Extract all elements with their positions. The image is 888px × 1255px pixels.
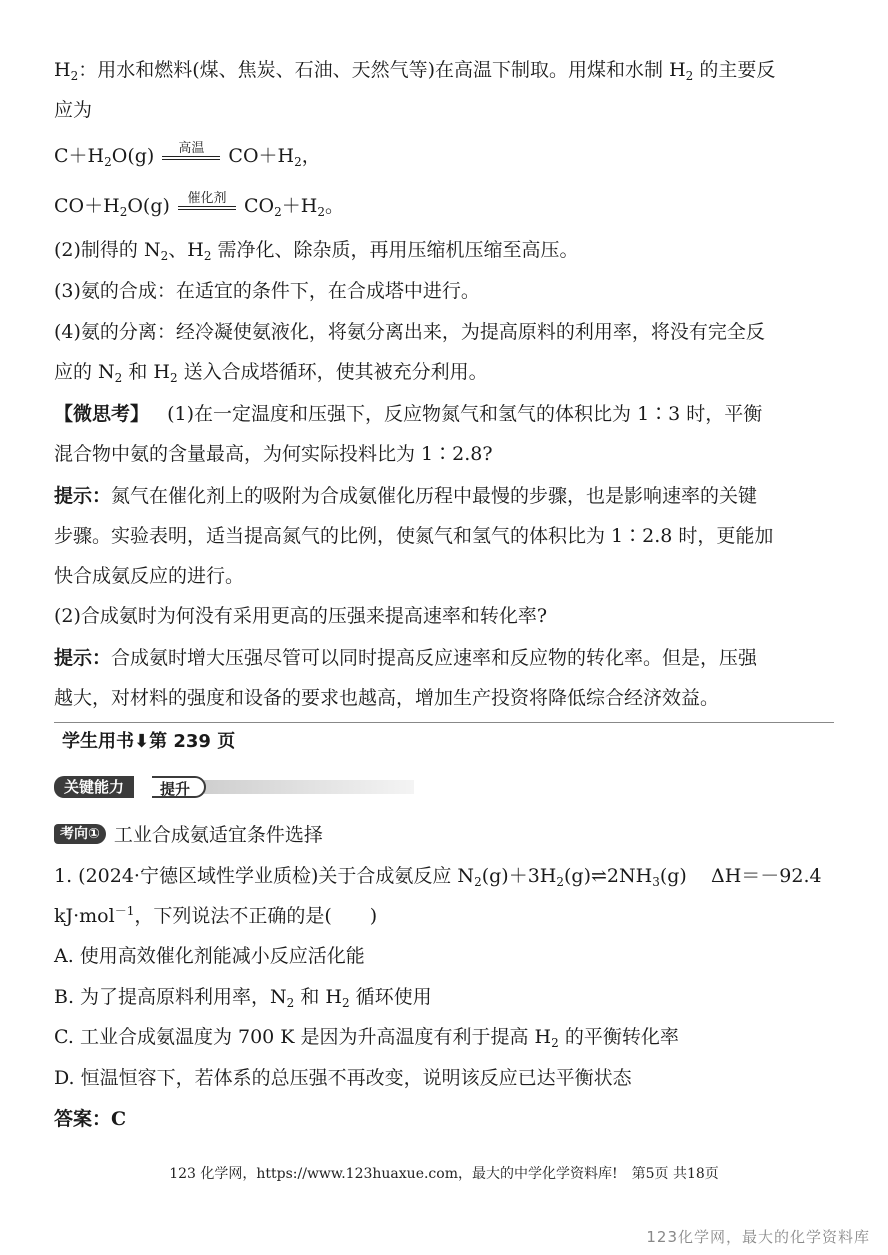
step-4-separation-line1: (4)氨的分离：经冷凝使氨液化，将氨分离出来，为提高原料的利用率，将没有完全反: [54, 321, 765, 343]
hint-1-line3: 快合成氨反应的进行。: [54, 565, 245, 587]
question-stem-line1: 1. (2024·宁德区域性学业质检)关于合成氨反应 $N_2(g)+3H_2(g)\rightleftharpoons 2NH_3(g)$ ΔH＝－92.4: [54, 865, 822, 889]
section-header-key-ability: [54, 776, 414, 798]
divider: [54, 722, 834, 723]
hint-tag: 提示：: [54, 485, 112, 507]
topic-badge: 考向①: [54, 824, 106, 844]
watermark: 123化学网，最大的化学资料库: [646, 1228, 870, 1246]
hint-1-line2: 步骤。实验表明，适当提高氮气的比例，使氮气和氢气的体积比为 1∶2.8 时，更能加: [54, 525, 774, 547]
answer: [54, 1107, 126, 1131]
page-footer: 123 化学网，https://www.123huaxue.com，最大的中学化学资料库! 第5页 共18页: [169, 1166, 719, 1182]
option-a: A. 使用高效催化剂能减小反应活化能: [54, 945, 365, 967]
reaction-condition: 催化剂: [178, 197, 236, 217]
h2-paragraph-line1: $H_2$：用水和燃料(煤、焦炭、石油、天然气等)在高温下制取。用煤和水制 $H_2$ 的主要反: [54, 59, 776, 83]
answer-value: C: [111, 1108, 127, 1130]
think-question-2: (2)合成氨时为何没有采用更高的压强来提高速率和转化率?: [54, 605, 548, 627]
hint-1-line1: 提示：氮气在催化剂上的吸附为合成氨催化历程中最慢的步骤，也是影响速率的关键: [54, 485, 758, 507]
option-b: B. 为了提高原料利用率，$N_2$ 和 $H_2$ 循环使用: [54, 986, 432, 1010]
question-stem-line2: kJ·mol$^{-1}$，下列说法不正确的是( ): [54, 904, 378, 927]
student-book-ref: 学生用书⬇第 239 页: [62, 731, 236, 752]
option-c: C. 工业合成氨温度为 700 K 是因为升高温度有利于提高 $H_2$ 的平衡转化率: [54, 1026, 679, 1050]
hint-tag: 提示：: [54, 647, 112, 669]
topic-title: 工业合成氨适宜条件选择: [113, 824, 323, 846]
step-4-separation-line2: 应的 $N_2$ 和 $H_2$ 送入合成塔循环，使其被充分利用。: [54, 361, 488, 385]
section-tag-improve: 提升: [152, 776, 206, 798]
h2-paragraph-line2: 应为: [54, 99, 93, 121]
hint-2-line1: 提示：合成氨时增大压强尽管可以同时提高反应速率和反应物的转化率。但是，压强: [54, 647, 758, 669]
equation-1: $C+H_2O(g)$ 高温 $CO+H_2$，: [54, 141, 321, 169]
step-2-purification: (2)制得的 $N_2$、$H_2$ 需净化、除杂质，再用压缩机压缩至高压。: [54, 239, 579, 263]
think-tag: 【微思考】: [54, 403, 150, 425]
section-tag-key-ability: 关键能力: [54, 776, 134, 798]
think-question-line2: 混合物中氨的含量最高，为何实际投料比为 1∶2.8?: [54, 443, 493, 465]
reaction-condition: 高温: [162, 147, 220, 167]
think-question-line1: 【微思考】 (1)在一定温度和压强下，反应物氮气和氢气的体积比为 1∶3 时，平衡: [54, 403, 763, 425]
step-3-synthesis: (3)氨的合成：在适宜的条件下，在合成塔中进行。: [54, 280, 480, 302]
answer-tag: 答案：: [54, 1108, 112, 1130]
down-arrow-icon: ⬇: [134, 731, 150, 752]
equation-2: $CO+H_2O(g)$ 催化剂 $CO_2+H_2$。: [54, 191, 344, 219]
topic-heading: [54, 820, 323, 846]
option-d: D. 恒温恒容下，若体系的总压强不再改变，说明该反应已达平衡状态: [54, 1067, 632, 1089]
hint-2-line2: 越大，对材料的强度和设备的要求也越高，增加生产投资将降低综合经济效益。: [54, 687, 720, 709]
